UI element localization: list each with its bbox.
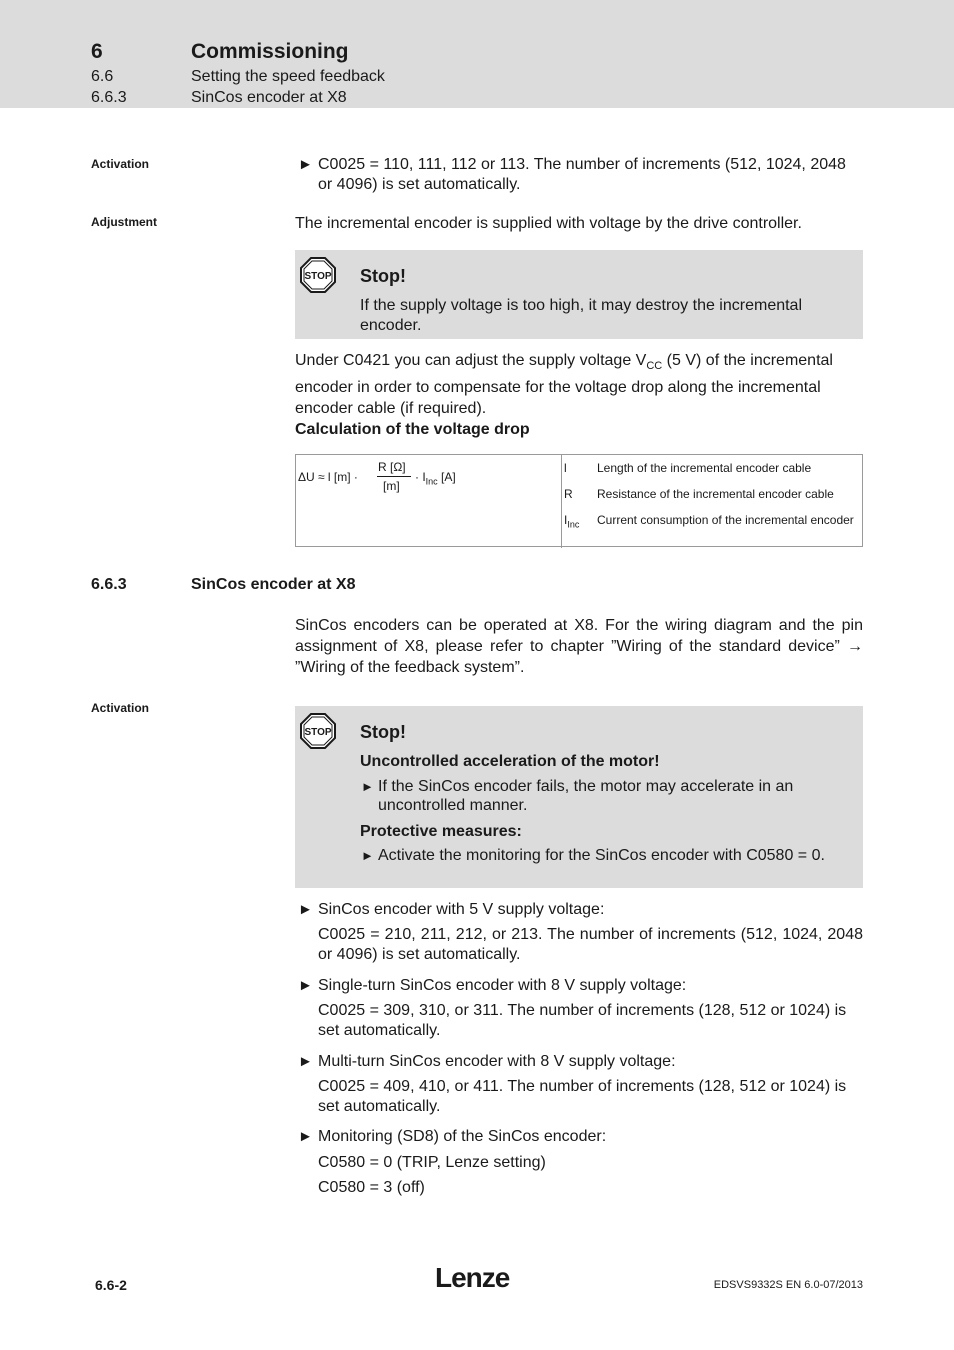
- formula-denominator: [m]: [383, 479, 400, 493]
- activation-label: Activation: [91, 157, 150, 171]
- bullet-marker: ►: [361, 779, 374, 794]
- stop-icon: [300, 257, 336, 293]
- desc-l: Length of the incremental encoder cable: [597, 461, 812, 475]
- stop-icon: [300, 713, 336, 749]
- bullet-marker: ►: [298, 977, 313, 994]
- chapter-number: 6: [91, 40, 103, 63]
- stop-title: Stop!: [360, 266, 406, 286]
- activation-bullet-text: C0025 = 110, 111, 112 or 113. The number of increments (512, 1024, 2048 or 4096) is set automatically.: [318, 156, 846, 193]
- symbol-iinc: $I_{Inc}$: [564, 513, 580, 530]
- list-line-3: C0025 = 409, 410, or 411. The number of increments (128, 512 or 1024) is set automatically.: [318, 1078, 847, 1115]
- list-line-1: C0025 = 210, 211, 212, or 213. The number of increments (512, 1024, 2048 or 4096) is set automatically.: [318, 926, 863, 963]
- calc-heading: Calculation of the voltage drop: [295, 421, 530, 438]
- bullet-marker: ►: [361, 848, 374, 863]
- svg-text:STOP: STOP: [304, 271, 332, 282]
- list-line-4b: C0580 = 3 (off): [318, 1179, 425, 1196]
- chapter-title: Commissioning: [191, 40, 349, 63]
- subsection-number: 6.6.3: [91, 89, 127, 106]
- bullet-marker: ►: [298, 156, 313, 173]
- section-number-heading: 6.6.3: [91, 576, 127, 593]
- desc-r: Resistance of the incremental encoder cable: [597, 487, 834, 501]
- svg-text:STOP: STOP: [304, 727, 332, 738]
- stop-subtitle: Uncontrolled acceleration of the motor!: [360, 753, 660, 770]
- bullet-marker: ►: [298, 1053, 313, 1070]
- adjustment-text: The incremental encoder is supplied with voltage by the drive controller.: [295, 215, 802, 232]
- stop-title-2: Stop!: [360, 722, 406, 742]
- list-head-2: Single-turn SinCos encoder with 8 V supply voltage:: [318, 977, 687, 994]
- formula-rhs: · $I_{Inc}$ [A]: [415, 470, 456, 487]
- supply-voltage-paragraph: Under C0421 you can adjust the supply voltage $V_{CC}$ (5 V) of the incremental encoder in order to compensate for the voltage drop along the incremental encoder cable (if required).: [295, 352, 833, 418]
- list-head-1: SinCos encoder with 5 V supply voltage:: [318, 901, 605, 918]
- adjustment-label: Adjustment: [91, 215, 157, 229]
- stop-warning-box-2: [295, 706, 863, 888]
- list-line-4a: C0580 = 0 (TRIP, Lenze setting): [318, 1154, 546, 1171]
- subsection-title: SinCos encoder at X8: [191, 89, 347, 106]
- bullet-marker: ►: [298, 901, 313, 918]
- document-id: EDSVS9332S EN 6.0-07/2013: [713, 1279, 863, 1291]
- symbol-r: R: [564, 487, 573, 501]
- section-title: Setting the speed feedback: [191, 68, 385, 85]
- stop-text: If the supply voltage is too high, it may destroy the incremental encoder.: [360, 297, 803, 334]
- section-number: 6.6: [91, 68, 114, 85]
- lenze-logo: Lenze: [435, 1262, 510, 1293]
- desc-iinc: Current consumption of the incremental encoder: [597, 513, 854, 527]
- page-number: 6.6-2: [95, 1277, 127, 1293]
- formula-numerator: R [Ω]: [378, 460, 406, 474]
- section-title-heading: SinCos encoder at X8: [191, 576, 356, 593]
- stop-bullet-2: Activate the monitoring for the SinCos encoder with C0580 = 0.: [378, 847, 825, 864]
- list-line-2: C0025 = 309, 310, or 311. The number of increments (128, 512 or 1024) is set automatically.: [318, 1002, 847, 1039]
- stop-warning-box: [295, 250, 863, 339]
- list-head-4: Monitoring (SD8) of the SinCos encoder:: [318, 1128, 607, 1145]
- sincos-intro: SinCos encoders can be operated at X8. For the wiring diagram and the pin assignment of X8, please refer to chapter ”Wiring of the standard device” → ”Wiring of the feedback system”.: [295, 617, 863, 676]
- bullet-marker: ►: [298, 1128, 313, 1145]
- protective-measures: Protective measures:: [360, 823, 522, 840]
- activation-label-2: Activation: [91, 701, 150, 715]
- page-header: [0, 0, 954, 108]
- formula-table: [295, 454, 863, 547]
- list-head-3: Multi-turn SinCos encoder with 8 V supply voltage:: [318, 1053, 676, 1070]
- formula-lhs: ΔU ≈ l [m] ·: [298, 470, 358, 484]
- symbol-l: l: [564, 461, 567, 475]
- stop-bullet-1: If the SinCos encoder fails, the motor may accelerate in an uncontrolled manner.: [378, 778, 794, 814]
